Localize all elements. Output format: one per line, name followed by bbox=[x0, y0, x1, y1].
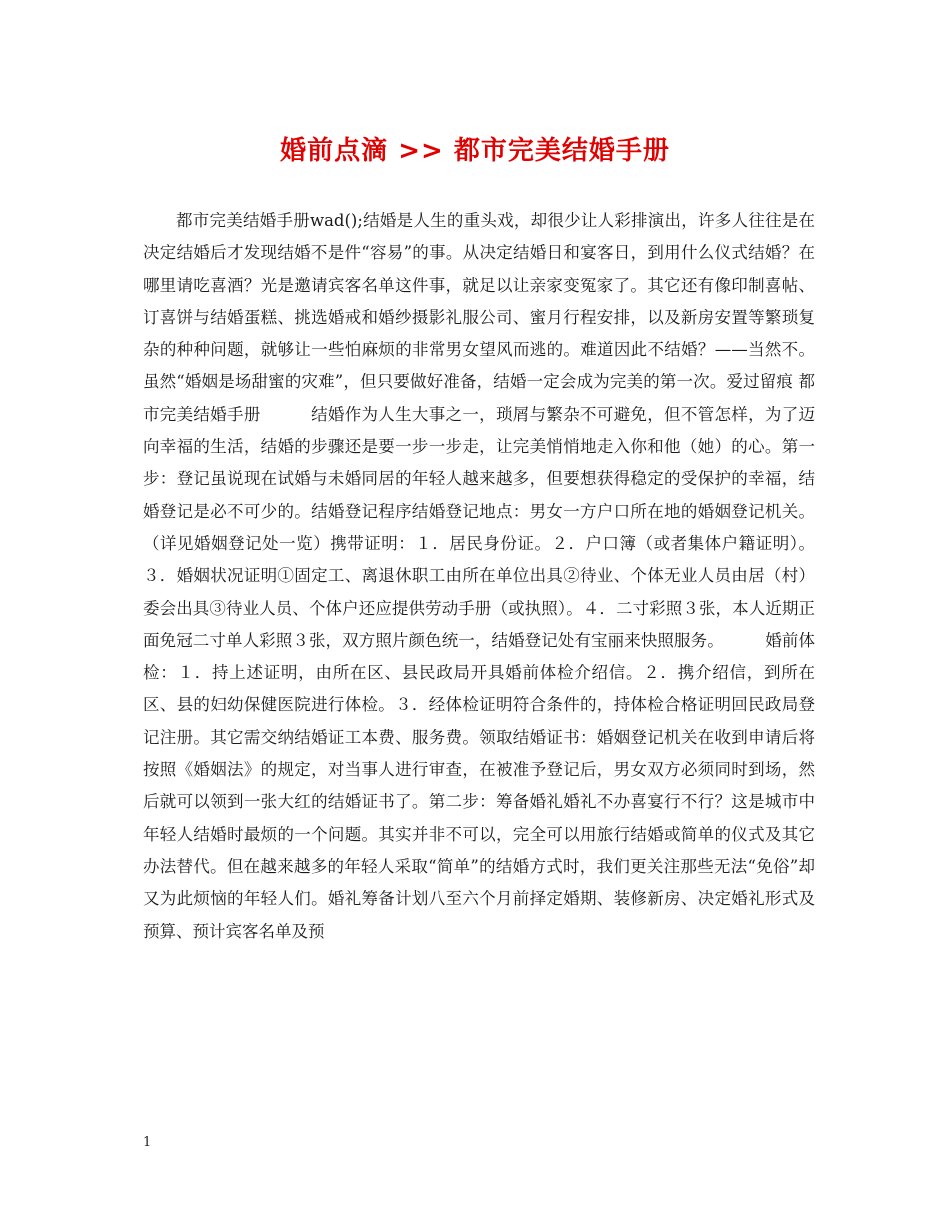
document-body-paragraph: 都市完美结婚手册wad();结婚是人生的重头戏，却很少让人彩排演出，许多人往往是在决定结婚后才发现结婚不是件“容易”的事。从决定结婚日和宴客日，到用什么仪式结婚？在哪里请吃喜酒？光是邀请宾客名单这件事，就足以让亲家变冤家了。其它还有像印制喜帖、订喜饼与结婚蛋糕、挑选婚戒和婚纱摄影礼服公司、蜜月行程安排，以及新房安置等繁琐复杂的种种问题，就够让一些怕麻烦的非常男女望风而逃的。难道因此不结婚？——当然不。虽然“婚姻是场甜蜜的灾难”，但只要做好准备，结婚一定会成为完美的第一次。爱过留痕 都市完美结婚手册 结婚作为人生大事之一，琐屑与繁杂不可避免，但不管怎样，为了迈向幸福的生活，结婚的步骤还是要一步一步走，让完美悄悄地走入你和他（她）的心。第一步：登记虽说现在试婚与未婚同居的年轻人越来越多，但要想获得稳定的受保护的幸福，结婚登记是必不可少的。结婚登记程序结婚登记地点：男女一方户口所在地的婚姻登记机关。（详见婚姻登记处一览）携带证明：１．居民身份证。２．户口簿（或者集体户籍证明）。３．婚姻状况证明①固定工、离退休职工由所在单位出具②待业、个体无业人员由居（村）委会出具③待业人员、个体户还应提供劳动手册（或执照）。４．二寸彩照３张，本人近期正面免冠二寸单人彩照３张，双方照片颜色统一，结婚登记处有宝丽来快照服务。 婚前体检：１．持上述证明，由所在区、县民政局开具婚前体检介绍信。２．携介绍信，到所在区、县的妇幼保健医院进行体检。３．经体检证明符合条件的，持体检合格证明回民政局登记注册。其它需交纳结婚证工本费、服务费。领取结婚证书：婚姻登记机关在收到申请后将按照《婚姻法》的规定，对当事人进行审查，在被准予登记后，男女双方必须同时到场，然后就可以领到一张大红的结婚证书了。第二步：筹备婚礼婚礼不办喜宴行不行？这是城市中年轻人结婚时最烦的一个问题。其实并非不可以，完全可以用旅行结婚或简单的仪式及其它办法替代。但在越来越多的年轻人采取“简单”的结婚方式时，我们更关注那些无法“免俗”却又为此烦恼的年轻人们。婚礼筹备计划八至六个月前择定婚期、装修新房、决定婚礼形式及预算、预计宾客名单及预 bbox=[143, 211, 815, 941]
document-title: 婚前点滴 >> 都市完美结婚手册 bbox=[280, 136, 670, 166]
page-number: 1 bbox=[143, 1135, 152, 1150]
